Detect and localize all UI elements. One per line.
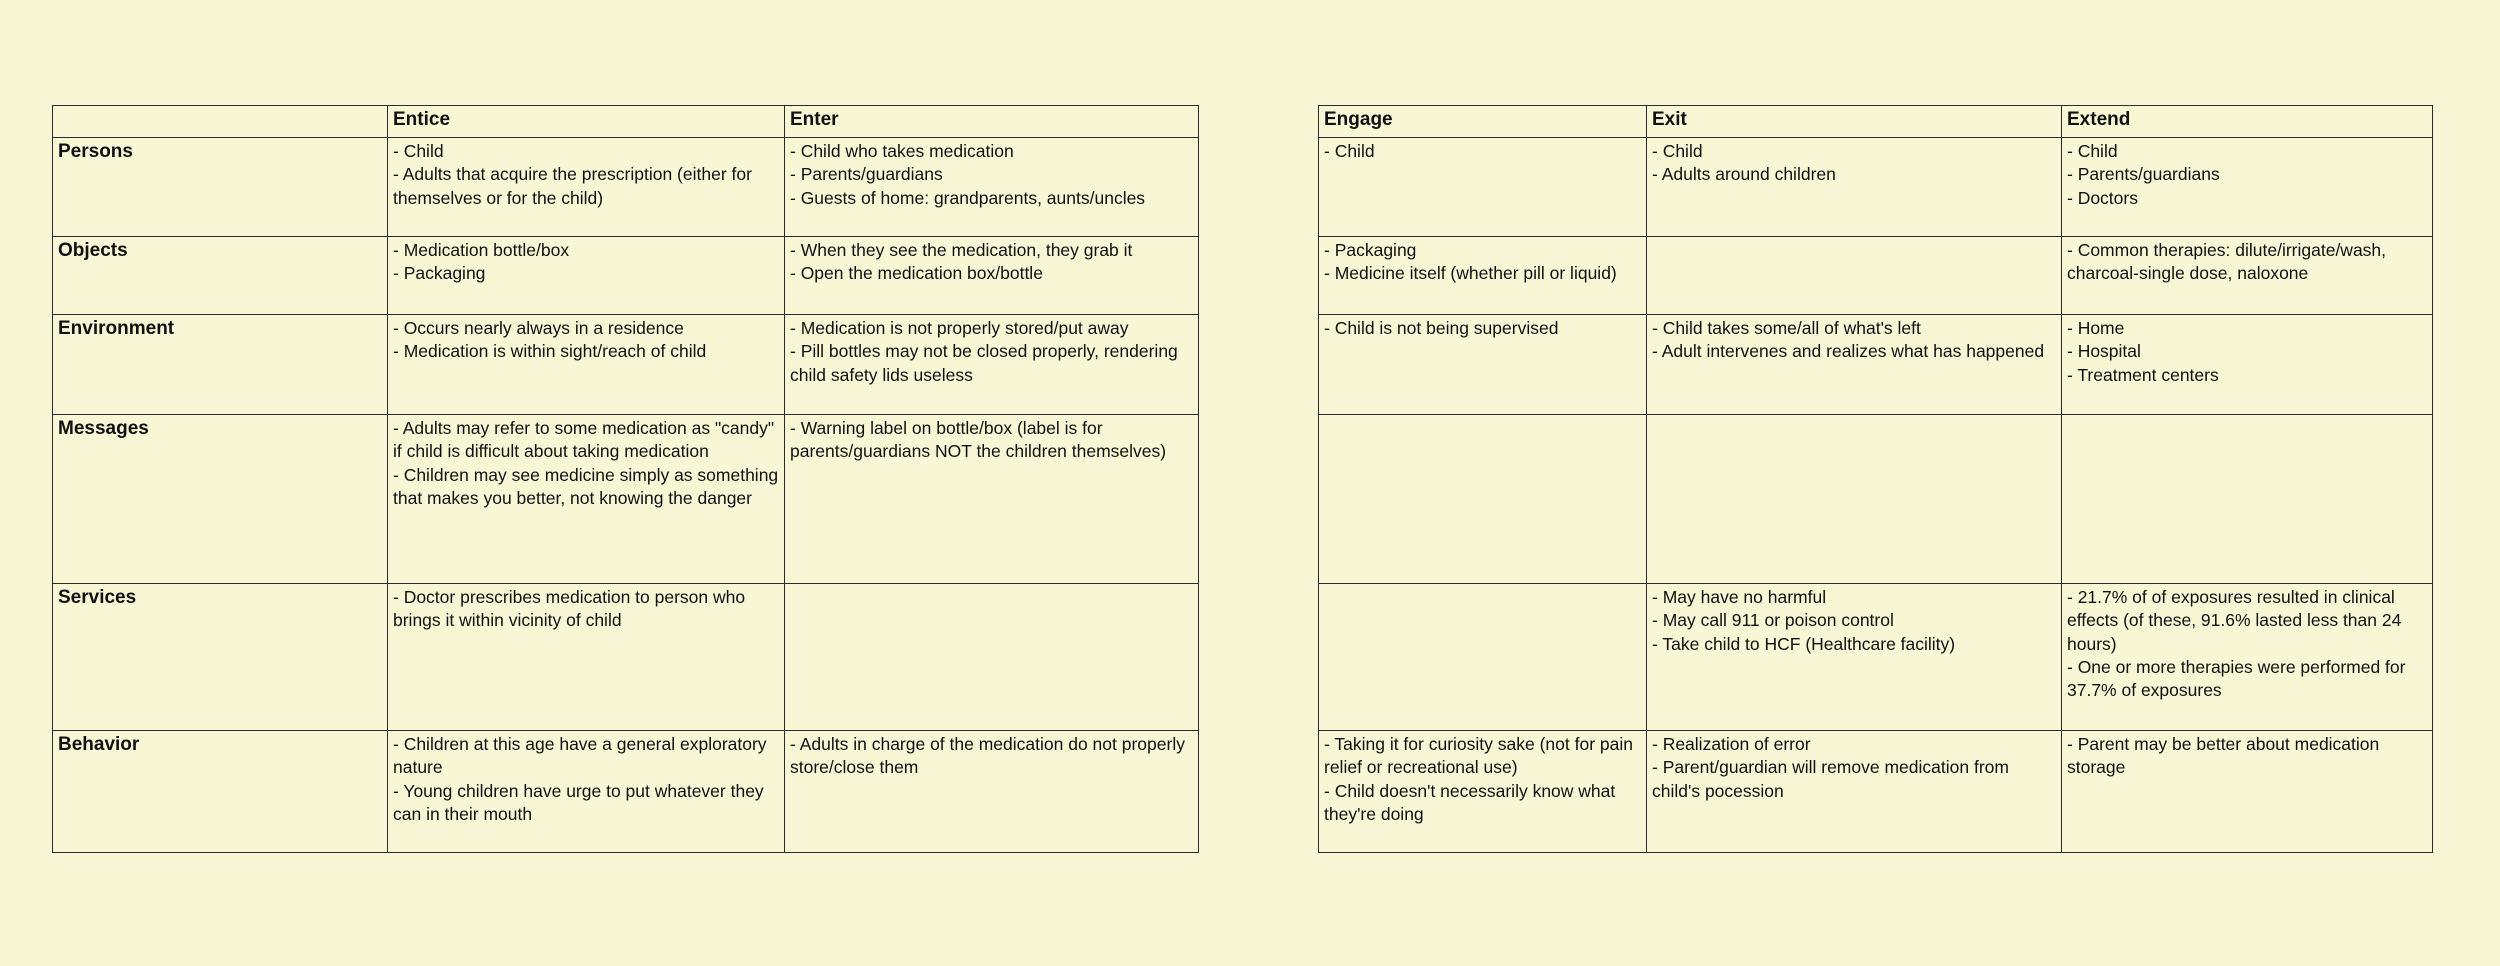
cell-line: - Parents/guardians [790, 164, 943, 185]
cell-line: - 21.7% of of exposures resulted in clinical effects (of these, 91.6% lasted less than 24 hours) [2067, 587, 2402, 654]
header-engage: Engage [1319, 106, 1647, 138]
header-cell [53, 106, 388, 138]
table-row [1319, 138, 2433, 237]
header-exit: Exit [1647, 106, 2062, 138]
header-enter: Enter [785, 106, 1199, 138]
cell-line: - Packaging [1324, 240, 1417, 260]
cell-line: - One or more therapies were performed for 37.7% of exposures [2067, 656, 2406, 701]
table-cell [1647, 415, 2062, 584]
cell-line: - Home [2067, 318, 2125, 338]
table-cell [785, 415, 1199, 584]
table-cell [388, 584, 785, 731]
cell-line: - Doctors [2067, 187, 2138, 208]
cell-line: - Children may see medicine simply as something that makes you better, not knowing the danger [393, 464, 779, 508]
table-cell [2062, 138, 2433, 237]
cell-line: - Medicine itself (whether pill or liquid) [1324, 263, 1617, 284]
table-cell [2062, 415, 2433, 584]
cell-line: - Doctor prescribes medication to person who brings it within vicinity of child [393, 587, 746, 631]
left-table [52, 105, 1199, 853]
cell-line: - Children at this age have a general exploratory nature [393, 734, 767, 778]
header-extend: Extend [2062, 106, 2433, 138]
row-label-persons: Persons [53, 138, 388, 237]
cell-line: - Child [1324, 141, 1375, 161]
cell-line: - Child takes some/all of what's left [1652, 318, 1921, 338]
cell-line: - Parent/guardian will remove medication from child's pocession [1652, 757, 2009, 801]
cell-line: - Medication is within sight/reach of child [393, 341, 707, 362]
cell-line: - Packaging [393, 263, 486, 284]
row-label-environment: Environment [53, 315, 388, 415]
cell-line: - Treatment centers [2067, 364, 2219, 385]
cell-line: - May call 911 or poison control [1652, 610, 1894, 631]
table-cell [1319, 315, 1647, 415]
cell-line: - Adults may refer to some medication as "candy" if child is difficult about taking medication [393, 418, 775, 462]
table-cell [1647, 237, 2062, 315]
table-row [1319, 731, 2433, 853]
cell-line: - Parents/guardians [2067, 164, 2220, 185]
cell-line: - Guests of home: grandparents, aunts/uncles [790, 187, 1146, 208]
table-row [1319, 315, 2433, 415]
right-table [1318, 105, 2433, 853]
table-row [53, 415, 1199, 584]
cell-line: - Child is not being supervised [1324, 318, 1559, 338]
table-cell [388, 415, 785, 584]
table-row [53, 138, 1199, 237]
table-cell [1647, 138, 2062, 237]
cell-line: - Open the medication box/bottle [790, 263, 1043, 284]
table-cell [785, 731, 1199, 853]
cell-line: - Parent may be better about medication storage [2067, 734, 2380, 778]
table-row [53, 237, 1199, 315]
table-cell [785, 315, 1199, 415]
table-cell [1647, 584, 2062, 731]
cell-line: - Adults that acquire the prescription (either for themselves or for the child) [393, 164, 752, 208]
cell-line: - Adult intervenes and realizes what has happened [1652, 341, 2045, 362]
table-row [53, 731, 1199, 853]
table-row [1319, 584, 2433, 731]
cell-line: - Medication bottle/box [393, 240, 570, 260]
cell-line: - May have no harmful [1652, 587, 1827, 607]
table-cell [1319, 237, 1647, 315]
header-row [53, 106, 1199, 138]
row-label-behavior: Behavior [53, 731, 388, 853]
table-cell [785, 138, 1199, 237]
cell-line: - Child [393, 141, 444, 161]
table-cell [785, 584, 1199, 731]
table-cell [785, 237, 1199, 315]
cell-line: - Common therapies: dilute/irrigate/wash, charcoal-single dose, naloxone [2067, 240, 2387, 284]
table-cell [1647, 315, 2062, 415]
table-cell [388, 237, 785, 315]
cell-line: - Realization of error [1652, 734, 1811, 754]
table-cell [1319, 731, 1647, 853]
cell-line: - Child doesn't necessarily know what they're doing [1324, 780, 1616, 824]
table-cell [2062, 315, 2433, 415]
cell-line: - Warning label on bottle/box (label is for parents/guardians NOT the children themselves) [790, 418, 1167, 462]
table-cell [388, 138, 785, 237]
cell-line: - Adults in charge of the medication do not properly store/close them [790, 734, 1185, 778]
cell-line: - Take child to HCF (Healthcare facility) [1652, 633, 1956, 654]
table-cell [1647, 731, 2062, 853]
cell-line: - Occurs nearly always in a residence [393, 318, 684, 338]
cell-line: - When they see the medication, they grab it [790, 240, 1133, 260]
row-label-messages: Messages [53, 415, 388, 584]
cell-line: - Pill bottles may not be closed properly, rendering child safety lids useless [790, 341, 1178, 385]
cell-line: - Child who takes medication [790, 141, 1014, 161]
table-cell [2062, 237, 2433, 315]
cell-line: - Young children have urge to put whatever they can in their mouth [393, 780, 764, 824]
table-cell [1319, 138, 1647, 237]
row-label-objects: Objects [53, 237, 388, 315]
table-row [53, 584, 1199, 731]
header-row [1319, 106, 2433, 138]
cell-line: - Child [2067, 141, 2118, 161]
cell-line: - Medication is not properly stored/put away [790, 318, 1129, 338]
table-cell [388, 315, 785, 415]
cell-line: - Adults around children [1652, 164, 1836, 185]
table-cell [1319, 584, 1647, 731]
cell-line: - Hospital [2067, 341, 2141, 362]
cell-line: - Taking it for curiosity sake (not for pain relief or recreational use) [1324, 734, 1633, 778]
table-row [53, 315, 1199, 415]
table-cell [2062, 731, 2433, 853]
table-cell [1319, 415, 1647, 584]
cell-line: - Child [1652, 141, 1703, 161]
table-row [1319, 415, 2433, 584]
row-label-services: Services [53, 584, 388, 731]
table-row [1319, 237, 2433, 315]
table-cell [388, 731, 785, 853]
table-cell [2062, 584, 2433, 731]
header-entice: Entice [388, 106, 785, 138]
